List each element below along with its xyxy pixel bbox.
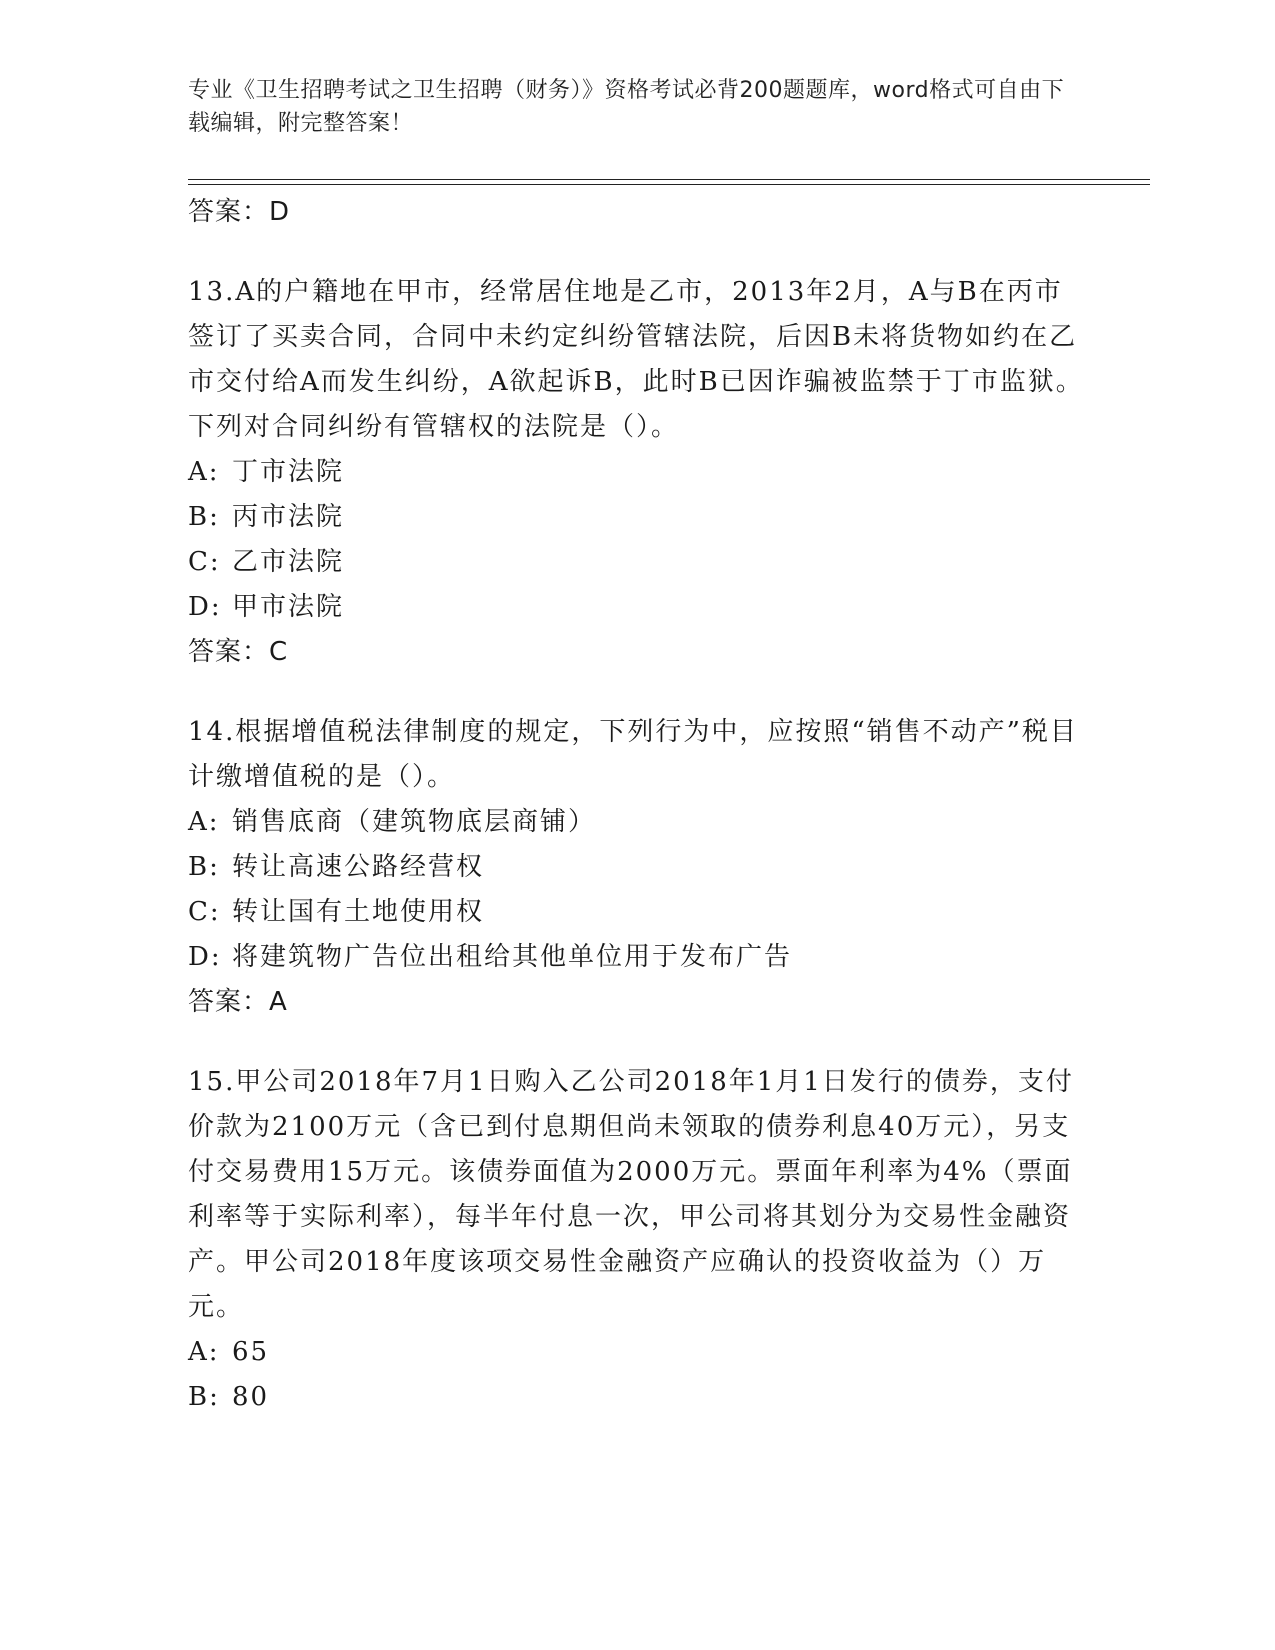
option-d bbox=[188, 935, 1088, 980]
question-15 bbox=[188, 1060, 1088, 1420]
document-content bbox=[188, 190, 1088, 1420]
option-a bbox=[188, 800, 1088, 845]
option-text: 丁市法院 bbox=[232, 457, 345, 487]
option-text: 将建筑物广告位出租给其他单位用于发布广告 bbox=[232, 942, 793, 972]
option-key: D: bbox=[188, 592, 222, 622]
option-c bbox=[188, 890, 1088, 935]
option-text: 80 bbox=[232, 1382, 270, 1412]
page-header-description: 专业《卫生招聘考试之卫生招聘（财务）》资格考试必背200题题库，word格式可自由下载编辑，附完整答案！ bbox=[188, 78, 1065, 136]
option-key: B: bbox=[188, 852, 220, 882]
option-b bbox=[188, 845, 1088, 890]
question-14 bbox=[188, 710, 1088, 1025]
question-stem: 14.根据增值税法律制度的规定，下列行为中，应按照“销售不动产”税目计缴增值税的是（）。 bbox=[188, 717, 1078, 792]
option-key: C: bbox=[188, 547, 221, 577]
option-c bbox=[188, 540, 1088, 585]
option-d bbox=[188, 585, 1088, 630]
option-text: 乙市法院 bbox=[232, 547, 345, 577]
option-a bbox=[188, 450, 1088, 495]
option-text: 转让国有土地使用权 bbox=[232, 897, 485, 927]
option-key: A: bbox=[188, 457, 220, 487]
option-a bbox=[188, 1330, 1088, 1375]
question-stem: 13.A的户籍地在甲市，经常居住地是乙市，2013年2月，A与B在丙市签订了买卖合同，合同中未约定纠纷管辖法院，后因B未将货物如约在乙市交付给A而发生纠纷，A欲起诉B，此时B已因诈骗被监禁于丁市监狱。下列对合同纠纷有管辖权的法院是（）。 bbox=[188, 277, 1084, 442]
option-b bbox=[188, 495, 1088, 540]
option-text: 甲市法院 bbox=[232, 592, 345, 622]
option-text: 65 bbox=[232, 1337, 270, 1367]
header-divider-line bbox=[188, 179, 1150, 180]
header-divider-line bbox=[188, 184, 1150, 185]
option-key: A: bbox=[188, 807, 220, 837]
option-key: C: bbox=[188, 897, 221, 927]
option-key: B: bbox=[188, 502, 220, 532]
question-stem: 15.甲公司2018年7月1日购入乙公司2018年1月1日发行的债券，支付价款为2100万元（含已到付息期但尚未领取的债券利息40万元），另支付交易费用15万元。该债券面值为2000万元。票面年利率为4%（票面利率等于实际利率），每半年付息一次，甲公司将其划分为交易性金融资产。甲公司2018年度该项交易性金融资产应确认的投资收益为（）万元。 bbox=[188, 1067, 1074, 1322]
option-text: 销售底商（建筑物底层商铺） bbox=[232, 807, 597, 837]
answer-line: 答案：A bbox=[188, 987, 288, 1017]
answer-line: 答案：D bbox=[188, 197, 291, 227]
option-text: 丙市法院 bbox=[232, 502, 345, 532]
option-text: 转让高速公路经营权 bbox=[232, 852, 485, 882]
option-b bbox=[188, 1375, 1088, 1420]
option-key: A: bbox=[188, 1337, 220, 1367]
option-key: D: bbox=[188, 942, 222, 972]
answer-line: 答案：C bbox=[188, 637, 289, 667]
question-13 bbox=[188, 270, 1088, 675]
option-key: B: bbox=[188, 1382, 220, 1412]
